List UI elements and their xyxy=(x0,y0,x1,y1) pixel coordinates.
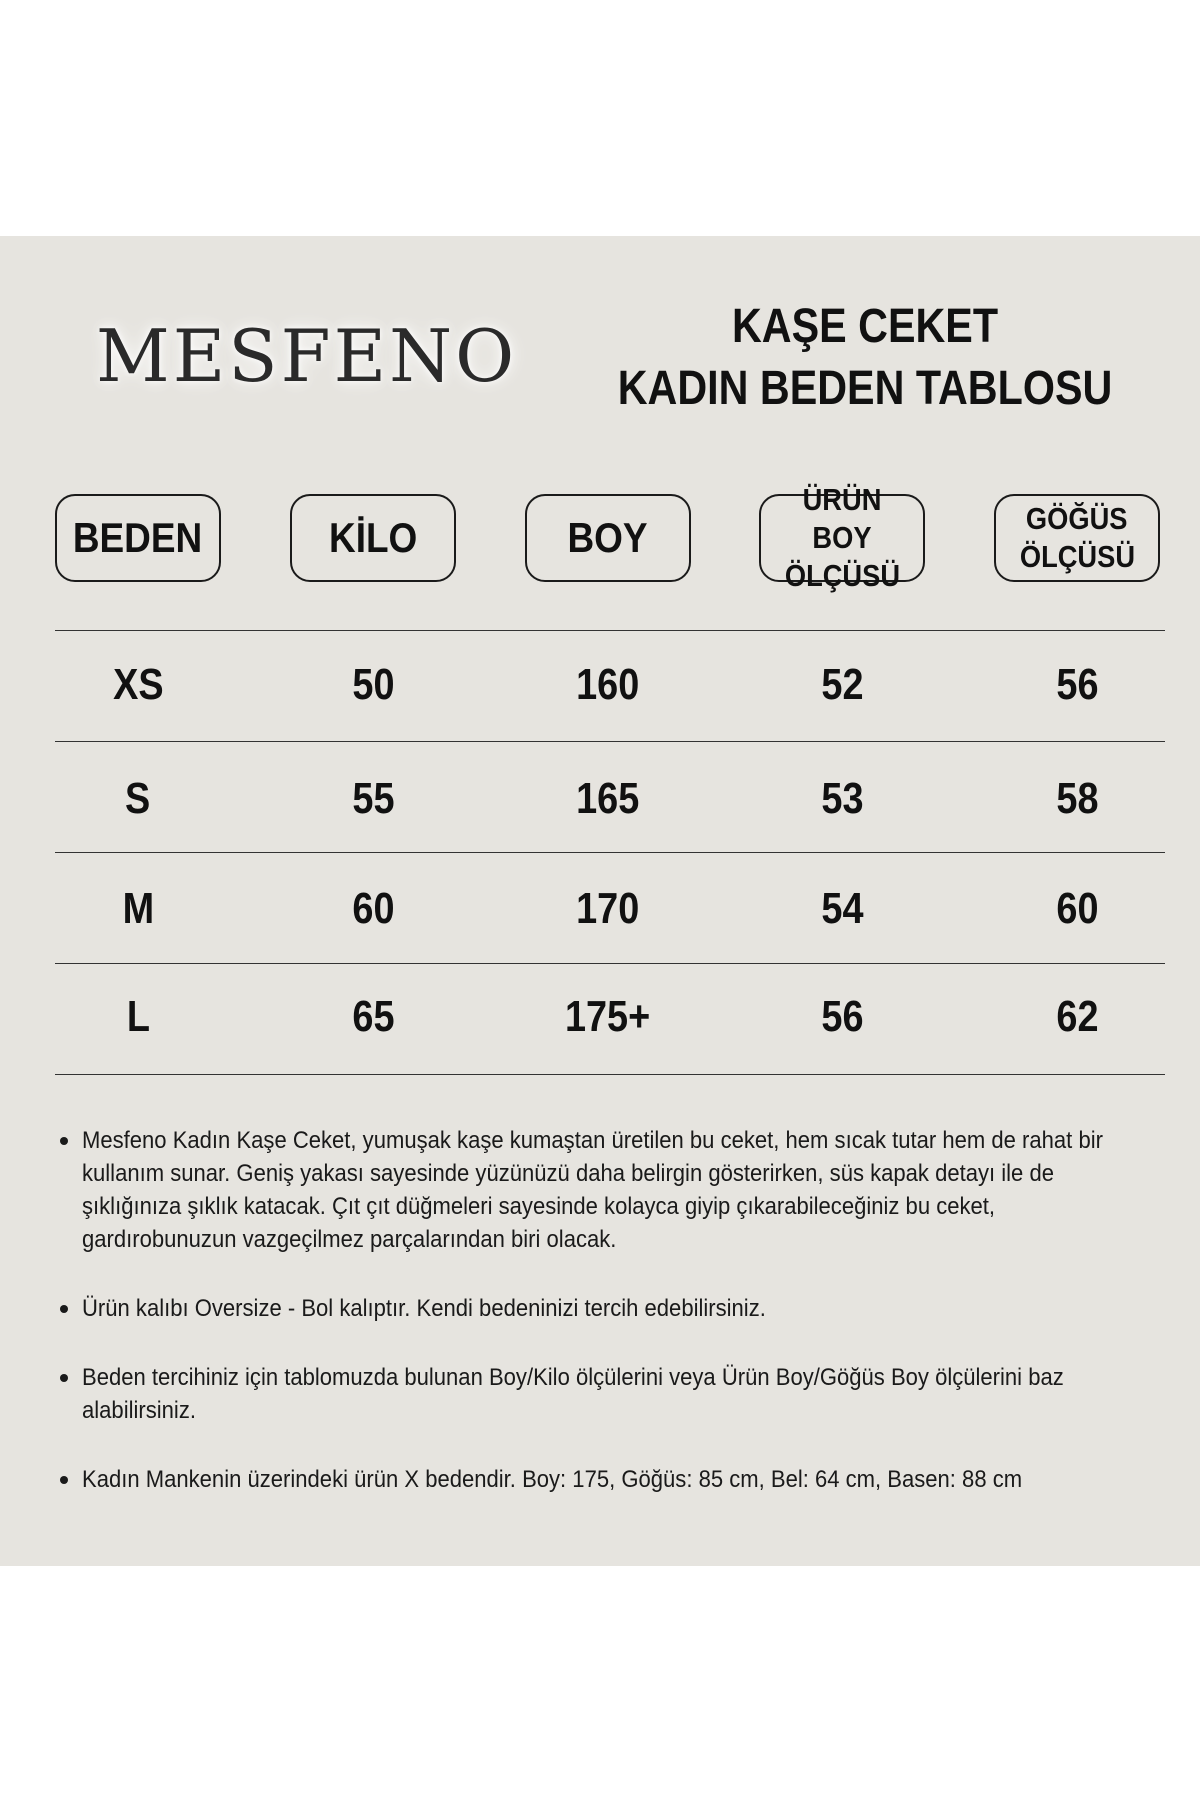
note-item: Kadın Mankenin üzerindeki ürün X bedendir. Boy: 175, Göğüs: 85 cm, Bel: 64 cm, Basen: 88 cm xyxy=(60,1463,1150,1496)
header-gogus-line-1: GÖĞÜS xyxy=(1026,501,1128,536)
header-urun-boy-line-2: ÖLÇÜSÜ xyxy=(784,558,900,593)
table-cell: 54 xyxy=(820,884,864,933)
header-boy-label: BOY xyxy=(567,514,649,561)
table-cell: 56 xyxy=(820,992,864,1041)
table-cell: 175+ xyxy=(565,992,651,1041)
table-cell: 60 xyxy=(1055,884,1099,933)
table-cell: XS xyxy=(112,660,164,709)
header-urun-boy-line-1: ÜRÜN BOY xyxy=(802,482,882,555)
header-gogus-olcusu xyxy=(994,494,1160,582)
bullet-dot-icon xyxy=(60,1305,68,1313)
table-divider xyxy=(55,1074,1165,1075)
table-divider xyxy=(55,741,1165,742)
table-divider xyxy=(55,630,1165,631)
page-title xyxy=(603,296,1128,420)
table-cell: L xyxy=(126,992,150,1041)
header-kilo-label: KİLO xyxy=(328,514,418,561)
table-cell: 62 xyxy=(1055,992,1099,1041)
bullet-dot-icon xyxy=(60,1476,68,1484)
table-cell: 52 xyxy=(820,660,864,709)
table-cell: 55 xyxy=(351,774,395,823)
header-kilo xyxy=(290,494,456,582)
table-cell: 165 xyxy=(576,774,640,823)
title-line-2: KADIN BEDEN TABLOSU xyxy=(617,362,1113,415)
table-cell: 50 xyxy=(351,660,395,709)
table-cell: S xyxy=(125,774,151,823)
product-notes-list xyxy=(60,1124,1150,1532)
size-chart-panel xyxy=(0,236,1200,1566)
note-item: Mesfeno Kadın Kaşe Ceket, yumuşak kaşe kumaştan üretilen bu ceket, hem sıcak tutar hem de rahat bir kullanım sunar. Geniş yakası sayesinde yüzünüzü daha belirgin gösterirken, süs kapak detayı ile de şıklığınıza şıklık katacak. Çıt çıt düğmeleri sayesinde kolayca giyip çıkarabileceğiniz bu ceket, gardırobunuzun vazgeçilmez parçalarından biri olacak. xyxy=(60,1124,1150,1256)
header-beden xyxy=(55,494,221,582)
table-cell: 53 xyxy=(820,774,864,823)
table-cell: 65 xyxy=(351,992,395,1041)
header-boy xyxy=(525,494,691,582)
table-cell: 56 xyxy=(1055,660,1099,709)
header-beden-label: BEDEN xyxy=(73,514,203,561)
bullet-dot-icon xyxy=(60,1374,68,1382)
table-cell: 60 xyxy=(351,884,395,933)
brand-logo: MESFENO xyxy=(96,314,518,398)
table-cell: 58 xyxy=(1055,774,1099,823)
header-gogus-line-2: ÖLÇÜSÜ xyxy=(1019,539,1135,574)
note-item: Ürün kalıbı Oversize - Bol kalıptır. Kendi bedeninizi tercih edebilirsiniz. xyxy=(60,1292,1150,1325)
table-cell: M xyxy=(122,884,154,933)
bullet-dot-icon xyxy=(60,1137,68,1145)
table-divider xyxy=(55,852,1165,853)
title-line-1: KAŞE CEKET xyxy=(731,300,999,353)
note-item: Beden tercihiniz için tablomuzda bulunan Boy/Kilo ölçülerini veya Ürün Boy/Göğüs Boy ölçülerini baz alabilirsiniz. xyxy=(60,1361,1150,1427)
table-cell: 160 xyxy=(576,660,640,709)
table-cell: 170 xyxy=(576,884,640,933)
header-urun-boy-olcusu xyxy=(759,482,925,593)
table-divider xyxy=(55,963,1165,964)
